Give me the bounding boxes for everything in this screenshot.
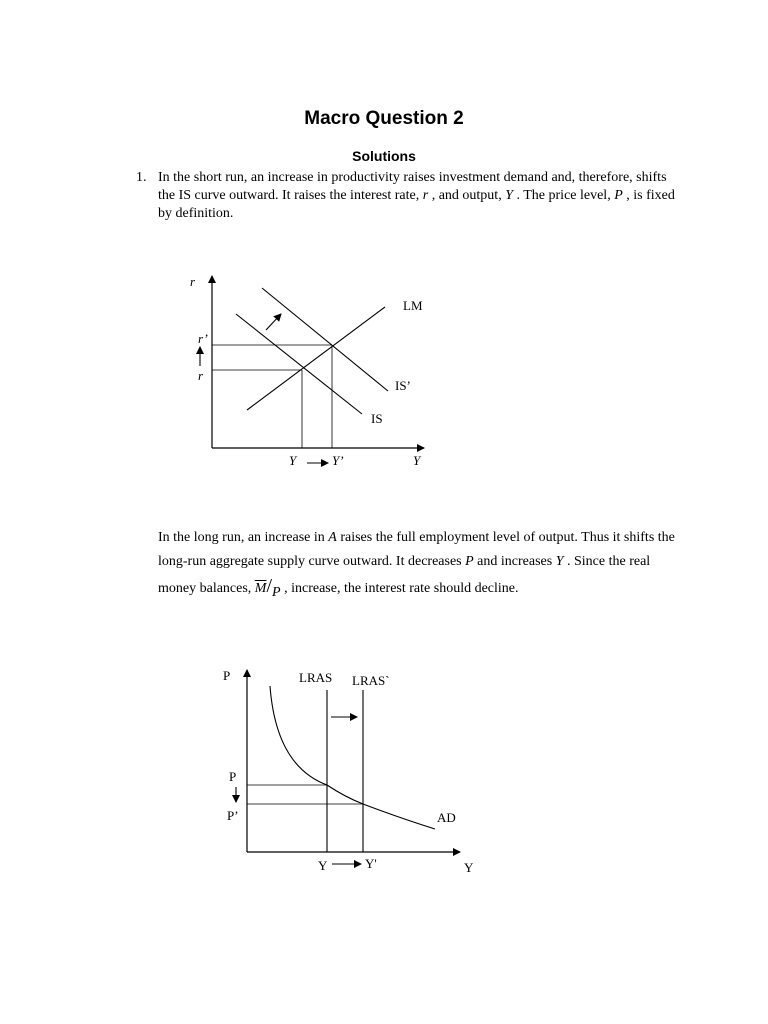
- is-curve: [236, 314, 362, 414]
- var-y: Y: [555, 554, 564, 569]
- is-shift-arrow: [266, 314, 281, 330]
- tick-p: P: [229, 769, 237, 784]
- lras-y-axis-label: P: [223, 668, 231, 683]
- lras-ad-diagram: [223, 668, 474, 875]
- tick-p-prime: P’: [227, 808, 239, 823]
- ad-label: AD: [437, 810, 456, 825]
- short-run-paragraph: In the short run, an increase in productivity raises investment demand and, therefore, shifts the IS curve outward. It raises the interest rate, r , and output, Y . The price level, P , is fixed by definition.: [158, 170, 675, 221]
- page-title: Macro Question 2: [304, 108, 464, 129]
- ad-curve: [270, 686, 435, 829]
- var-p: P: [465, 554, 474, 569]
- tick-y-2: Y: [318, 858, 328, 873]
- var-y: Y: [505, 188, 513, 203]
- is-label: IS: [371, 411, 383, 426]
- question-number: 1.: [136, 170, 147, 185]
- real-money-fraction: $\overline{M}/P$: [254, 575, 281, 600]
- islm-diagram: [190, 274, 424, 468]
- lm-label: LM: [403, 298, 423, 313]
- var-a: A: [328, 530, 337, 545]
- is-prime-label: IS’: [395, 378, 411, 393]
- var-r: r: [422, 188, 429, 203]
- tick-y-prime: Y’: [332, 453, 344, 468]
- var-p: P: [614, 188, 623, 203]
- tick-r-prime: r’: [198, 331, 208, 346]
- islm-y-axis-label: r: [190, 274, 196, 289]
- islm-x-axis-label: Y: [413, 453, 421, 468]
- long-run-paragraph: In the long run, an increase in A raises the full employment level of output. Thus it shifts the long-run aggregate supply curve outward. It decreases P and increases Y . Since the real money balances, $\overline{M}/P$ , increase, the interest rate should decline.: [158, 530, 675, 600]
- tick-y: Y: [289, 453, 297, 468]
- tick-r: r: [198, 368, 204, 383]
- lras-x-axis-label: Y: [464, 860, 474, 875]
- lras-prime-label: LRAS`: [352, 673, 390, 688]
- tick-y-prime-2: Y': [365, 856, 377, 871]
- page-subtitle: Solutions: [352, 148, 416, 164]
- lm-curve: [247, 307, 385, 410]
- lras-label: LRAS: [299, 670, 333, 685]
- is-prime-curve: [262, 288, 388, 391]
